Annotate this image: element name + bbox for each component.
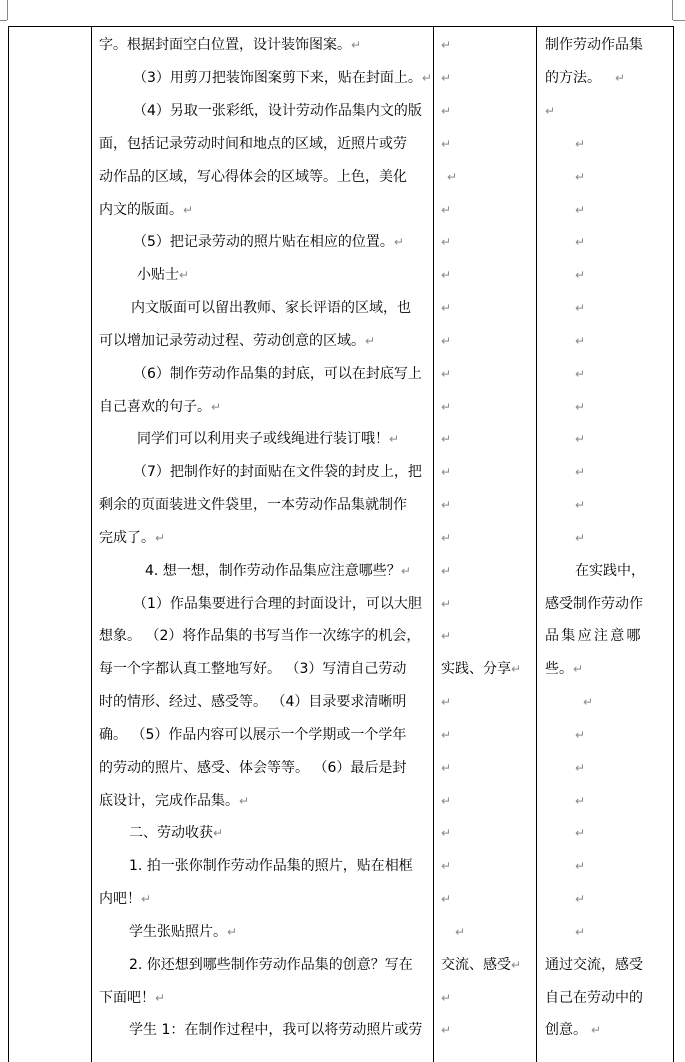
- content-line: 每一个字都认真工整地写好。 （3）写清自己劳动: [99, 661, 407, 677]
- paragraph-mark: ↵: [575, 859, 586, 873]
- paragraph-mark: ↵: [441, 564, 452, 578]
- content-line: 1. 拍一张你制作劳动作品集的照片，贴在相框: [129, 858, 413, 874]
- margin-mark-left-h: [0, 20, 7, 21]
- content-line: 动作品的区域，写心得体会的区域等。上色，美化: [99, 169, 407, 185]
- paragraph-mark: ↵: [441, 104, 452, 118]
- paragraph-mark: ↵: [575, 400, 586, 414]
- paragraph-mark: ↵: [575, 728, 586, 742]
- paragraph-mark: ↵: [441, 203, 452, 217]
- paragraph-mark: ↵: [441, 531, 452, 545]
- paragraph-mark: ↵: [441, 465, 452, 479]
- paragraph-mark: ↵: [441, 268, 452, 282]
- paragraph-mark: ↵: [575, 268, 586, 282]
- paragraph-mark: ↵: [575, 531, 586, 545]
- paragraph-mark: ↵: [441, 629, 452, 643]
- paragraph-mark: ↵: [545, 104, 556, 118]
- paragraph-mark: ↵: [575, 465, 586, 479]
- paragraph-mark: ↵: [441, 301, 452, 315]
- content-line: （3）用剪刀把装饰图案剪下来，贴在封面上。↵: [133, 70, 432, 86]
- content-line: 学生 1：在制作过程中，我可以将劳动照片或劳: [129, 1022, 423, 1038]
- paragraph-mark: ↵: [575, 794, 586, 808]
- paragraph-mark: ↵: [575, 498, 586, 512]
- content-line: （6）制作劳动作品集的封底，可以在封底写上: [133, 366, 422, 382]
- content-line: 可以增加记录劳动过程、劳动创意的区域。↵: [99, 333, 376, 349]
- column-divider-3: [536, 27, 537, 1062]
- content-line: 同学们可以利用夹子或线绳进行装订哦！↵: [137, 431, 400, 447]
- margin-mark-left: [7, 0, 8, 20]
- paragraph-mark: ↵: [441, 794, 452, 808]
- paragraph-mark: ↵: [441, 991, 452, 1005]
- section-heading: 二、劳动收获↵: [129, 825, 224, 841]
- content-line: 完成了。↵: [99, 530, 166, 546]
- paragraph-mark: ↵: [575, 892, 586, 906]
- content-line: 剩余的页面装进文件袋里，一本劳动作品集就制作: [99, 497, 407, 513]
- paragraph-mark: ↵: [441, 1023, 452, 1037]
- paragraph-mark: ↵: [441, 137, 452, 151]
- paragraph-mark: ↵: [441, 597, 452, 611]
- content-line: 自己喜欢的句子。↵: [99, 399, 222, 415]
- paragraph-mark: ↵: [575, 925, 586, 939]
- content-line: 内文的版面。↵: [99, 202, 194, 218]
- paragraph-mark: ↵: [441, 859, 452, 873]
- margin-mark-right: [672, 0, 673, 20]
- content-line: （5）把记录劳动的照片贴在相应的位置。↵: [133, 234, 404, 250]
- goal-line: 创意。 ↵: [545, 1022, 602, 1038]
- content-line: 下面吧！↵: [99, 990, 166, 1006]
- lesson-plan-table: [8, 26, 674, 1062]
- goal-line: 些。↵: [545, 661, 584, 677]
- paragraph-mark: ↵: [441, 761, 452, 775]
- paragraph-mark: ↵: [441, 695, 452, 709]
- goal-line: 自己在劳动中的: [545, 990, 643, 1006]
- column-divider-1: [91, 27, 92, 1062]
- paragraph-mark: ↵: [441, 892, 452, 906]
- paragraph-mark: ↵: [583, 695, 594, 709]
- content-line: 字。根据封面空白位置，设计装饰图案。↵: [99, 37, 362, 53]
- paragraph-mark: ↵: [575, 235, 586, 249]
- paragraph-mark: ↵: [441, 367, 452, 381]
- content-line: 2. 你还想到哪些制作劳动作品集的创意？写在: [129, 957, 413, 973]
- paragraph-mark: ↵: [575, 301, 586, 315]
- paragraph-mark: ↵: [441, 826, 452, 840]
- paragraph-mark: ↵: [575, 334, 586, 348]
- goal-line: 在实践中，: [575, 563, 645, 579]
- paragraph-mark: ↵: [441, 432, 452, 446]
- paragraph-mark: ↵: [455, 925, 466, 939]
- margin-mark-right-h: [673, 20, 685, 21]
- content-line: 面，包括记录劳动时间和地点的区域，近照片或劳: [99, 136, 407, 152]
- goal-line: 感受制作劳动作: [545, 596, 643, 612]
- paragraph-mark: ↵: [441, 728, 452, 742]
- paragraph-mark: ↵: [441, 38, 452, 52]
- tip-heading: 小贴士↵: [137, 267, 190, 283]
- content-line: 内吧！↵: [99, 891, 152, 907]
- goal-line: 品集应注意哪: [545, 628, 643, 644]
- content-line: 的劳动的照片、感受、体会等等。 （6）最后是封: [99, 760, 407, 776]
- section-question: 4. 想一想，制作劳动作品集应注意哪些？↵: [145, 563, 411, 579]
- content-line: 底设计，完成作品集。↵: [99, 793, 250, 809]
- paragraph-mark: ↵: [447, 170, 458, 184]
- paragraph-mark: ↵: [575, 137, 586, 151]
- paragraph-mark: ↵: [575, 170, 586, 184]
- content-line: （7）把制作好的封面贴在文件袋的封皮上，把: [133, 464, 422, 480]
- content-line: 时的情形、经过、感受等。 （4）目录要求清晰明: [99, 694, 407, 710]
- content-line: 内文版面可以留出教师、家长评语的区域，也: [131, 300, 411, 316]
- paragraph-mark: ↵: [441, 334, 452, 348]
- paragraph-mark: ↵: [575, 203, 586, 217]
- paragraph-mark: ↵: [441, 235, 452, 249]
- paragraph-mark: ↵: [441, 498, 452, 512]
- content-line: 想象。 （2）将作品集的书写当作一次练字的机会，: [99, 628, 421, 644]
- paragraph-mark: ↵: [575, 761, 586, 775]
- paragraph-mark: ↵: [575, 367, 586, 381]
- paragraph-mark: ↵: [441, 400, 452, 414]
- column-divider-2: [433, 27, 434, 1062]
- goal-line: 的方法。 ↵: [545, 70, 626, 86]
- activity-exchange-feel: 交流、感受↵: [441, 957, 522, 973]
- paragraph-mark: ↵: [575, 432, 586, 446]
- goal-line: 通过交流，感受: [545, 957, 643, 973]
- paragraph-mark: ↵: [575, 826, 586, 840]
- goal-line: 制作劳动作品集: [545, 37, 643, 53]
- content-line: 确。 （5）作品内容可以展示一个学期或一个学年: [99, 727, 407, 743]
- content-line: （4）另取一张彩纸，设计劳动作品集内文的版: [133, 103, 422, 119]
- content-line: （1）作品集要进行合理的封面设计，可以大胆: [133, 596, 422, 612]
- activity-practice-share: 实践、分享↵: [441, 661, 522, 677]
- content-line: 学生张贴照片。↵: [129, 924, 238, 940]
- paragraph-mark: ↵: [441, 71, 452, 85]
